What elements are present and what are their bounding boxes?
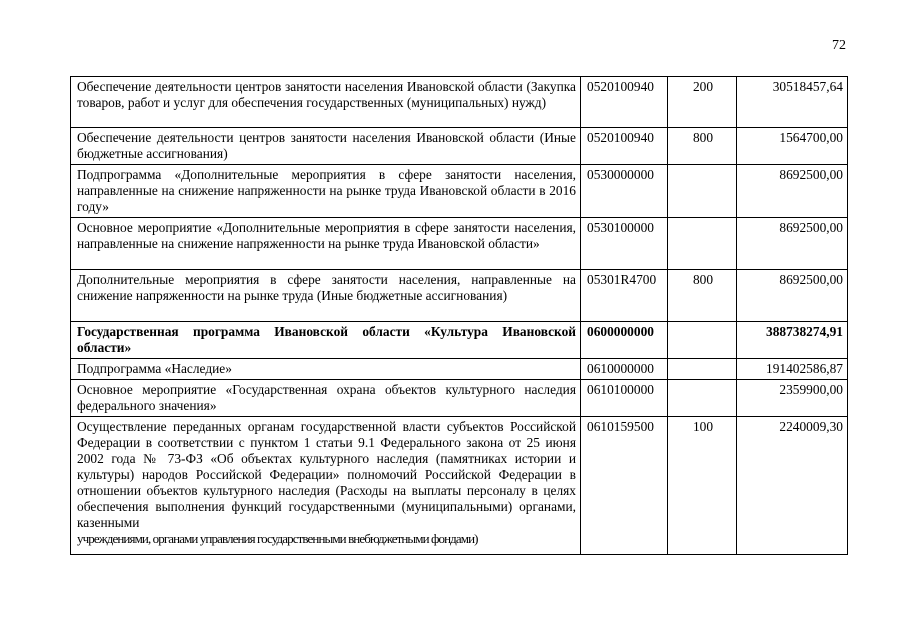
row-description-tail: учреждениями, органами управления государственными внебюджетными фондами): [77, 531, 478, 546]
table-row: [71, 77, 848, 128]
row-amount: 191402586,87: [737, 359, 848, 380]
table-row: [71, 417, 848, 555]
budget-table: [70, 76, 848, 555]
row-expense-type: 100: [668, 417, 737, 555]
row-amount: 1564700,00: [737, 128, 848, 165]
row-amount: 8692500,00: [737, 270, 848, 322]
table-row: [71, 165, 848, 218]
row-target-code: 0520100940: [581, 128, 668, 165]
row-description: Обеспечение деятельности центров занятости населения Ивановской области (Иные бюджетные ассигнования): [71, 128, 581, 165]
table-row: [71, 218, 848, 270]
row-description: Подпрограмма «Наследие»: [71, 359, 581, 380]
row-expense-type: 800: [668, 128, 737, 165]
page-number: 72: [832, 38, 846, 53]
row-expense-type: [668, 359, 737, 380]
row-description: Дополнительные мероприятия в сфере занятости населения, направленные на снижение напряженности на рынке труда (Иные бюджетные ассигнования): [71, 270, 581, 322]
row-expense-type: [668, 322, 737, 359]
row-target-code: 0530100000: [581, 218, 668, 270]
row-amount: 8692500,00: [737, 165, 848, 218]
row-description: Основное мероприятие «Дополнительные мероприятия в сфере занятости населения, направленные на снижение напряженности на рынке труда Ивановской области»: [71, 218, 581, 270]
row-expense-type: 200: [668, 77, 737, 128]
row-expense-type: [668, 380, 737, 417]
table-row: [71, 128, 848, 165]
row-amount: 388738274,91: [737, 322, 848, 359]
row-description: Государственная программа Ивановской области «Культура Ивановской области»: [71, 322, 581, 359]
row-target-code: 0610159500: [581, 417, 668, 555]
table-row: [71, 270, 848, 322]
table-row: [71, 359, 848, 380]
row-amount: 2240009,30: [737, 417, 848, 555]
row-description: [71, 417, 581, 555]
row-description-main: Осуществление переданных органам государственной власти субъектов Российской Федерации в соответствии с пунктом 1 статьи 9.1 Федерального закона от 25 июня 2002 года № 73-ФЗ «Об объектах культурного наследия (памятниках истории и культуры) народов Российской Федерации» полномочий Российской Федерации в отношении объектов культурного наследия (Расходы на выплаты персоналу в целях обеспечения выполнения функций государственными (муниципальными) органами, казенными: [77, 419, 576, 530]
row-target-code: 0610000000: [581, 359, 668, 380]
row-expense-type: 800: [668, 270, 737, 322]
row-description: Подпрограмма «Дополнительные мероприятия в сфере занятости населения, направленные на снижение напряженности на рынке труда Ивановской области в 2016 году»: [71, 165, 581, 218]
row-amount: 2359900,00: [737, 380, 848, 417]
row-expense-type: [668, 218, 737, 270]
row-target-code: 0520100940: [581, 77, 668, 128]
row-description: Обеспечение деятельности центров занятости населения Ивановской области (Закупка товаров, работ и услуг для обеспечения государственных (муниципальных) нужд): [71, 77, 581, 128]
row-description: Основное мероприятие «Государственная охрана объектов культурного наследия федерального значения»: [71, 380, 581, 417]
row-amount: 8692500,00: [737, 218, 848, 270]
row-target-code: 0610100000: [581, 380, 668, 417]
row-target-code: 05301R4700: [581, 270, 668, 322]
table-row: [71, 322, 848, 359]
row-amount: 30518457,64: [737, 77, 848, 128]
row-expense-type: [668, 165, 737, 218]
row-target-code: 0600000000: [581, 322, 668, 359]
table-row: [71, 380, 848, 417]
row-target-code: 0530000000: [581, 165, 668, 218]
